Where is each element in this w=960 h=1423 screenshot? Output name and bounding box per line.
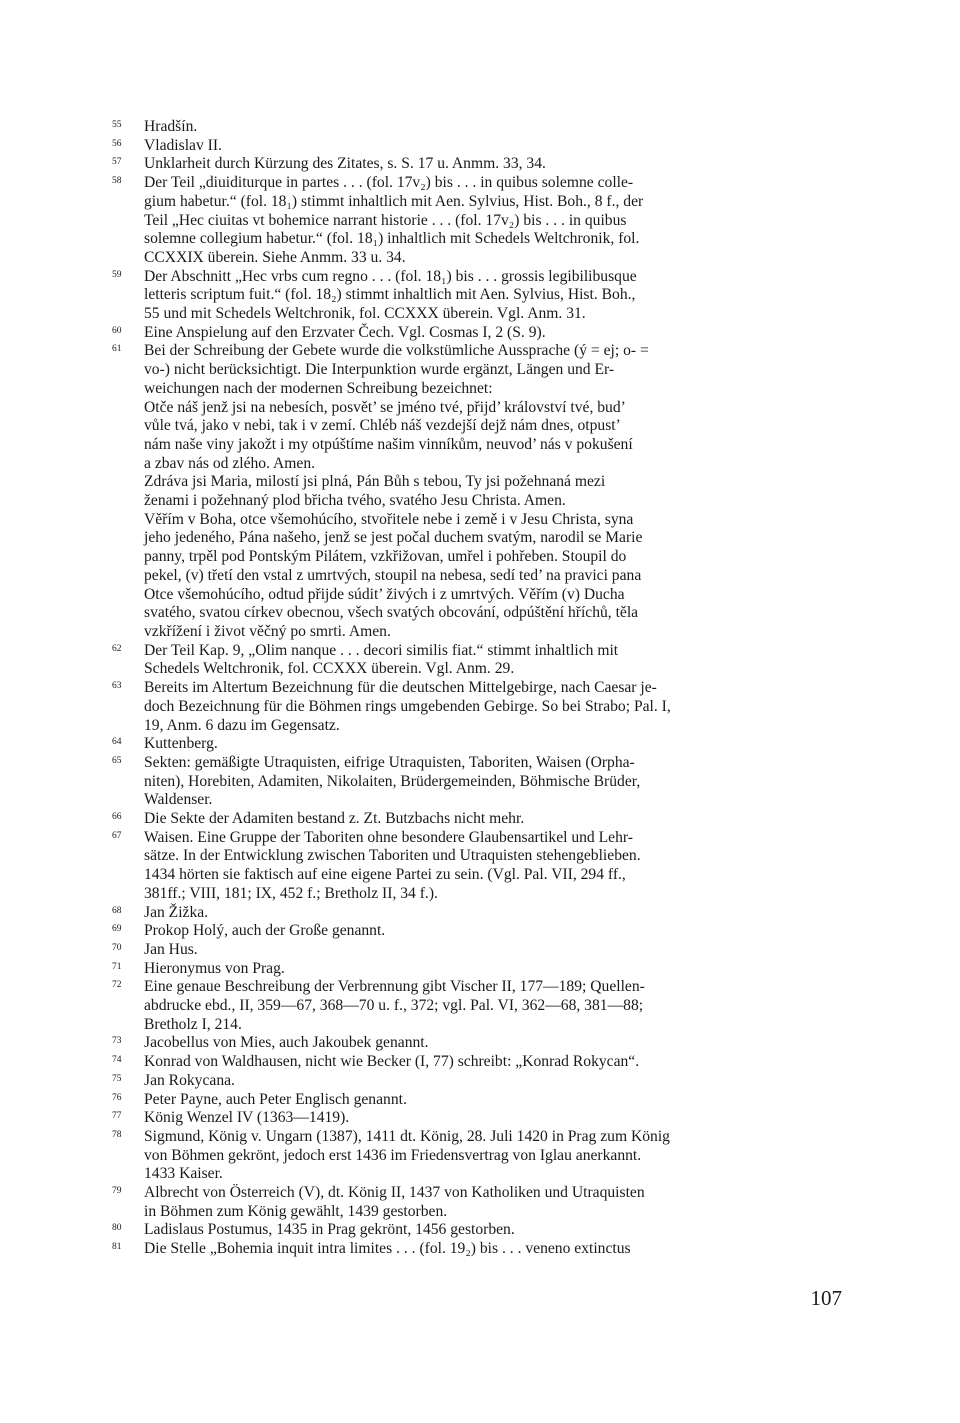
footnote-number: 80 (112, 1223, 122, 1234)
footnote-58 (112, 174, 842, 268)
footnote-line: letteris scriptum fuit.“ (fol. 18₂) stimmt inhaltlich mit Aen. Sylvius, Hist. Boh., (144, 286, 636, 304)
footnote-72 (112, 978, 842, 1034)
footnote-line: Albrecht von Österreich (V), dt. König II, 1437 von Katholiken und Utraquisten (144, 1184, 645, 1202)
footnote-74 (112, 1053, 842, 1072)
footnote-text (144, 829, 842, 904)
footnote-number: 55 (112, 120, 122, 130)
footnote-text (144, 118, 842, 137)
footnote-line: Eine genaue Beschreibung der Verbrennung gibt Vischer II, 177—189; Quellen- (144, 978, 645, 996)
footnote-line: abdrucke ebd., II, 359—67, 368—70 u. f., 372; vgl. Pal. VI, 362—68, 381—88; (144, 997, 644, 1015)
footnote-line: Prokop Holý, auch der Große genannt. (144, 922, 386, 940)
footnote-number: 57 (112, 157, 122, 168)
footnote-line: Eine Anspielung auf den Erzvater Čech. Vgl. Cosmas I, 2 (S. 9). (144, 323, 546, 341)
footnote-63 (112, 679, 842, 735)
footnote-line: Der Abschnitt „Hec vrbs cum regno . . . (fol. 18₁) bis . . . grossis legibilibusque (144, 267, 637, 285)
footnote-line: ženami i požehnaný plod břicha tvého, svatého Jesu Christa. Amen. (144, 492, 566, 510)
footnote-text (144, 1109, 842, 1128)
footnote-71 (112, 960, 842, 979)
footnote-number: 63 (112, 681, 122, 692)
footnote-text (144, 1034, 842, 1053)
footnote-number: 71 (112, 961, 122, 972)
footnote-line: Jan Rokycana. (144, 1071, 235, 1089)
footnote-number: 58 (112, 176, 122, 187)
footnote-text (144, 1240, 842, 1259)
footnote-number: 61 (112, 344, 122, 355)
footnote-text (144, 268, 842, 324)
footnote-line: vzkřížení i život věčný po smrti. Amen. (144, 622, 391, 640)
footnote-text (144, 155, 842, 174)
footnote-64 (112, 735, 842, 754)
footnote-76 (112, 1091, 842, 1110)
footnote-line: solemne collegium habetur.“ (fol. 18₁) inhaltlich mit Schedels Weltchronik, fol. (144, 230, 640, 248)
footnote-line: Otče náš jenž jsi na nebesích, posvět’ se jméno tvé, přijd’ království tvé, bud’ (144, 398, 626, 416)
footnote-69 (112, 922, 842, 941)
footnote-line: Zdráva jsi Maria, milostí jsi plná, Pán Bůh s tebou, Ty jsi požehnaná mezi (144, 473, 606, 491)
footnote-text (144, 922, 842, 941)
footnote-text (144, 904, 842, 923)
footnote-79 (112, 1184, 842, 1221)
footnote-line: Die Stelle „Bohemia inquit intra limites . . . (fol. 19₂) bis . . . veneno extinctus (144, 1240, 631, 1258)
footnote-text (144, 1128, 842, 1184)
footnote-text (144, 174, 842, 268)
footnote-line: niten), Horebiten, Adamiten, Nikolaiten, Brüdergemeinden, Böhmische Brüder, (144, 772, 641, 790)
footnote-line: svatého, svatou církev obecnou, všech svatých obcování, odpúštění hříchů, těla (144, 604, 639, 622)
footnote-66 (112, 810, 842, 829)
footnote-number: 70 (112, 942, 122, 953)
footnote-line: Peter Payne, auch Peter Englisch genannt. (144, 1090, 407, 1108)
footnote-line: Jan Žižka. (144, 903, 209, 921)
footnote-number: 78 (112, 1129, 122, 1140)
footnote-text (144, 735, 842, 754)
footnote-text (144, 1053, 842, 1072)
footnote-text (144, 754, 842, 810)
footnote-line: König Wenzel IV (1363—1419). (144, 1109, 350, 1127)
footnote-55 (112, 118, 842, 137)
footnote-number: 66 (112, 812, 122, 823)
footnote-number: 65 (112, 755, 122, 766)
footnote-number: 56 (112, 138, 122, 149)
footnote-line: Teil „Hec ciuitas vt bohemice narrant historie . . . (fol. 17v₂) bis . . . in quibus (144, 211, 627, 229)
footnotes-block (112, 118, 842, 1259)
footnote-number: 60 (112, 325, 122, 336)
footnote-60 (112, 324, 842, 343)
footnote-line: a zbav nás od zlého. Amen. (144, 454, 316, 472)
footnote-67 (112, 829, 842, 904)
footnote-line: Otce všemohúcího, odtud přijde súdit’ živých i z umrtvých. Věřím (v) Ducha (144, 585, 625, 603)
footnote-line: 1433 Kaiser. (144, 1165, 223, 1183)
footnote-line: Bretholz I, 214. (144, 1015, 242, 1033)
footnote-line: 1434 hörten sie faktisch auf eine eigene Partei zu sein. (Vgl. Pal. VII, 294 ff., (144, 866, 626, 884)
footnote-number: 73 (112, 1036, 122, 1047)
page-number: 107 (810, 1286, 842, 1310)
footnote-line: Kuttenberg. (144, 735, 218, 753)
footnote-text (144, 978, 842, 1034)
footnote-line: Hieronymus von Prag. (144, 959, 285, 977)
footnote-line: gium habetur.“ (fol. 18₁) stimmt inhaltlich mit Aen. Sylvius, Hist. Boh., 8 f., der (144, 192, 644, 210)
footnote-line: Der Teil „diuiditurque in partes . . . (fol. 17v₂) bis . . . in quibus solemne colle- (144, 174, 634, 192)
footnote-line: pekel, (v) třetí den vstal z umrtvých, stoupil na nebesa, sedí ted’ na pravici pana (144, 566, 642, 584)
footnote-number: 81 (112, 1242, 122, 1253)
footnote-line: Die Sekte der Adamiten bestand z. Zt. Butzbachs nicht mehr. (144, 810, 525, 828)
footnote-line: Jan Hus. (144, 940, 198, 958)
footnote-78 (112, 1128, 842, 1184)
footnote-line: weichungen nach der modernen Schreibung bezeichnet: (144, 379, 493, 397)
footnote-line: Schedels Weltchronik, fol. CCXXX überein. Vgl. Anm. 29. (144, 660, 515, 678)
footnote-line: CCXXIX überein. Siehe Anmm. 33 u. 34. (144, 248, 406, 266)
footnote-line: jeho jedeného, Pána našeho, jenž se jest počal duchem svatým, narodil se Marie (144, 529, 643, 547)
footnote-line: Ladislaus Postumus, 1435 in Prag gekrönt, 1456 gestorben. (144, 1221, 515, 1239)
footnote-text (144, 324, 842, 343)
footnote-line: Jacobellus von Mies, auch Jakoubek genannt. (144, 1034, 429, 1052)
footnote-text (144, 679, 842, 735)
footnote-number: 67 (112, 830, 122, 841)
footnote-line: Der Teil Kap. 9, „Olim nanque . . . decori similis fiat.“ stimmt inhaltlich mit (144, 641, 619, 659)
footnote-73 (112, 1034, 842, 1053)
footnote-line: in Böhmen zum König gewählt, 1439 gestorben. (144, 1202, 448, 1220)
footnote-number: 72 (112, 980, 122, 991)
footnote-number: 76 (112, 1092, 122, 1103)
footnote-line: nám naše viny jakožt i my otpúštíme našim vinníkům, neuvod’ nás v pokušení (144, 435, 633, 453)
footnote-text (144, 642, 842, 679)
footnote-number: 77 (112, 1111, 122, 1122)
footnote-line: Sigmund, König v. Ungarn (1387), 1411 dt. König, 28. Juli 1420 in Prag zum König (144, 1127, 670, 1145)
footnote-77 (112, 1109, 842, 1128)
footnote-number: 64 (112, 737, 122, 748)
footnote-75 (112, 1072, 842, 1091)
footnote-59 (112, 268, 842, 324)
footnote-number: 79 (112, 1186, 122, 1197)
footnote-line: Sekten: gemäßigte Utraquisten, eifrige Utraquisten, Taboriten, Waisen (Orpha- (144, 753, 635, 771)
footnote-number: 62 (112, 643, 122, 654)
footnote-text (144, 137, 842, 156)
footnote-81 (112, 1240, 842, 1259)
footnote-line: Waldenser. (144, 791, 213, 809)
footnote-65 (112, 754, 842, 810)
footnote-61 (112, 342, 842, 641)
footnote-line: 381ff.; VIII, 181; IX, 452 f.; Bretholz II, 34 f.). (144, 884, 438, 902)
footnote-text (144, 960, 842, 979)
footnote-57 (112, 155, 842, 174)
footnote-line: panny, trpěl pod Pontským Pilátem, vzkřižovan, umřel i pohřeben. Stoupil do (144, 548, 627, 566)
footnote-number: 69 (112, 924, 122, 935)
footnote-number: 75 (112, 1073, 122, 1084)
footnote-line: Vladislav II. (144, 136, 222, 154)
footnote-text (144, 1184, 842, 1221)
footnote-text (144, 1091, 842, 1110)
footnote-line: von Böhmen gekrönt, jedoch erst 1436 im Friedensvertrag von Iglau anerkannt. (144, 1146, 642, 1164)
footnote-line: sätze. In der Entwicklung zwischen Taboriten und Utraquisten stehengeblieben. (144, 847, 641, 865)
footnote-line: 19, Anm. 6 dazu im Gegensatz. (144, 716, 340, 734)
footnote-line: Bei der Schreibung der Gebete wurde die volkstümliche Aussprache (ý = ej; o- = (144, 342, 649, 360)
footnote-line: Bereits im Altertum Bezeichnung für die deutschen Mittelgebirge, nach Caesar je- (144, 679, 657, 697)
footnote-text (144, 1221, 842, 1240)
footnote-number: 74 (112, 1055, 122, 1066)
footnote-70 (112, 941, 842, 960)
footnote-text (144, 810, 842, 829)
footnote-62 (112, 642, 842, 679)
footnote-80 (112, 1221, 842, 1240)
footnote-line: Věřím v Boha, otce všemohúcího, stvořitele nebe i země i v Jesu Christa, syna (144, 510, 634, 528)
footnote-line: vo-) nicht berücksichtigt. Die Interpunktion wurde ergänzt, Längen und Er- (144, 361, 615, 379)
footnote-line: Konrad von Waldhausen, nicht wie Becker (I, 77) schreibt: „Konrad Rokycan“. (144, 1053, 640, 1071)
footnote-line: 55 und mit Schedels Weltchronik, fol. CCXXX überein. Vgl. Anm. 31. (144, 305, 586, 323)
footnote-text (144, 342, 842, 641)
footnote-line: Waisen. Eine Gruppe der Taboriten ohne besondere Glaubensartikel und Lehr- (144, 828, 633, 846)
footnote-68 (112, 904, 842, 923)
footnote-line: Hradšín. (144, 118, 198, 135)
footnote-text (144, 1072, 842, 1091)
footnote-number: 59 (112, 269, 122, 280)
footnote-56 (112, 137, 842, 156)
footnote-line: vůle tvá, jako v nebi, tak i v zemí. Chléb náš vezdejší dejž nám dnes, otpust’ (144, 417, 621, 435)
footnote-line: Unklarheit durch Kürzung des Zitates, s. S. 17 u. Anmm. 33, 34. (144, 155, 546, 173)
footnote-number: 68 (112, 905, 122, 916)
footnote-line: doch Bezeichnung für die Böhmen rings umgebenden Gebirge. So bei Strabo; Pal. I, (144, 697, 671, 715)
footnote-text (144, 941, 842, 960)
